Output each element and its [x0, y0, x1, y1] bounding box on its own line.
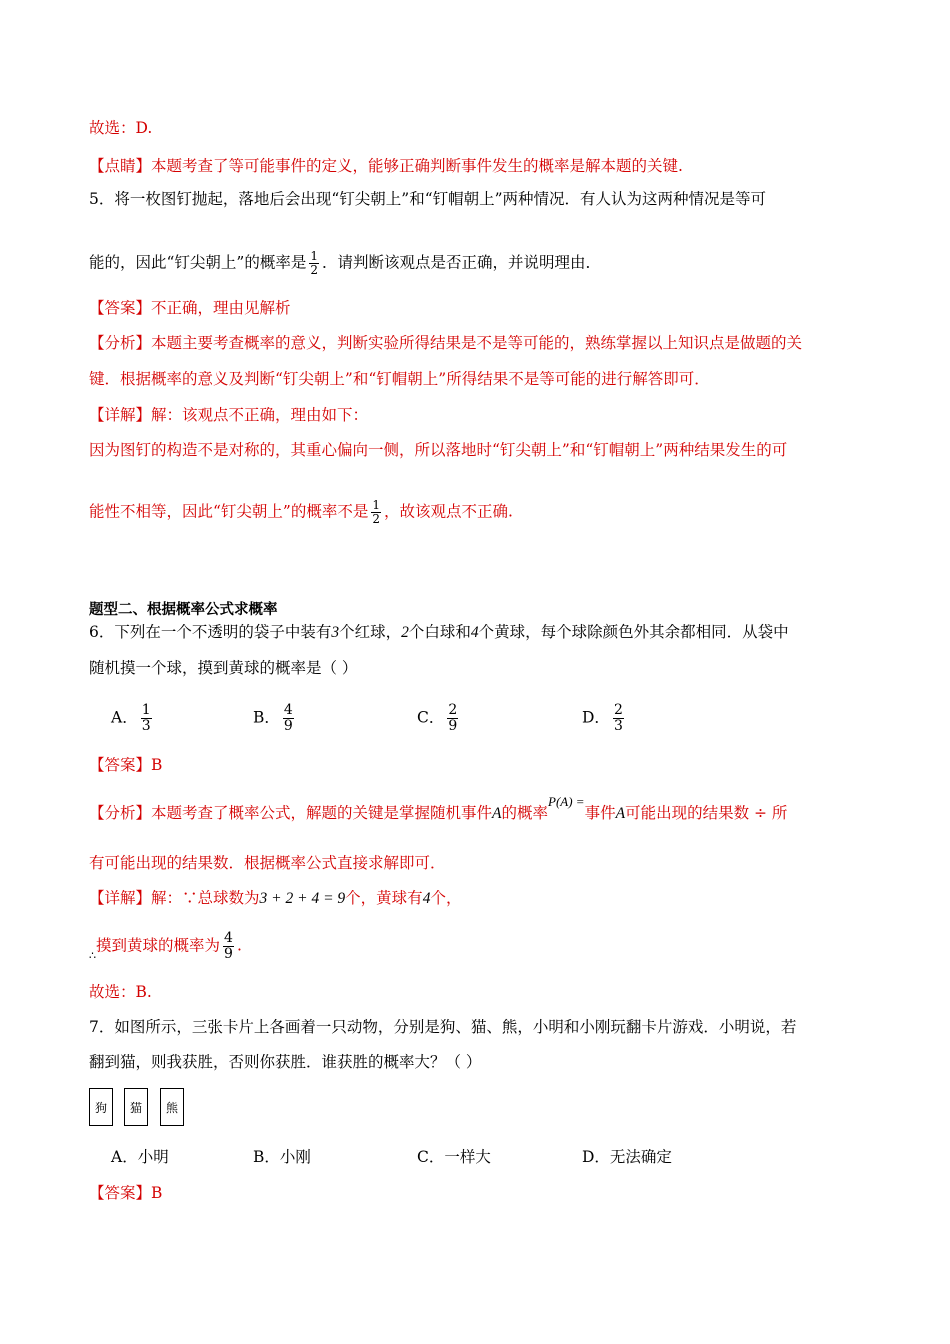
count-yellow: 4: [470, 624, 479, 641]
analysis-tag: 【分析】: [89, 334, 152, 352]
q5-line2: [89, 250, 601, 277]
fraction-numerator: 1: [372, 498, 380, 512]
option-fraction: [613, 703, 624, 734]
card-label: 熊: [165, 1100, 178, 1115]
probability-expression: P(A) =: [548, 794, 585, 809]
fraction-denominator: 3: [141, 718, 151, 734]
fraction-numerator: 2: [613, 702, 623, 718]
fraction-numerator: 4: [224, 930, 233, 946]
q6-detail-2: [89, 931, 242, 962]
section-title: 题型二、根据概率公式求概率: [89, 602, 278, 618]
q6-text-d: 个黄球，每个球除颜色外其余都相同．从袋中: [478, 623, 789, 641]
option-fraction: [141, 703, 152, 734]
detail-text: 摸到黄球的概率为: [96, 936, 221, 955]
fraction: [371, 499, 381, 526]
q5-line2-pre: 能的，因此“钉尖朝上”的概率是: [89, 253, 307, 272]
q4-comment: [89, 155, 683, 177]
q6-line1: [89, 621, 789, 644]
detail-tag: 【详解】: [89, 889, 152, 907]
analysis-text-c: 事件: [584, 804, 616, 822]
fraction-numerator: 4: [283, 702, 293, 718]
q6-text-b: 个红球，: [339, 623, 402, 641]
q6-detail-1: [89, 887, 461, 910]
q6-analysis-1: [89, 794, 788, 825]
card-dog: [89, 1088, 113, 1126]
q5-detail3-pre: 能性不相等，因此“钉尖朝上”的概率不是: [89, 502, 369, 521]
option-d[interactable]: D．无法确定: [582, 1148, 672, 1166]
option-a[interactable]: A．小明: [111, 1148, 169, 1166]
option-label: C．: [417, 708, 445, 727]
q4-choice: 故选：D.: [89, 119, 153, 137]
q7-line1: 7．如图所示，三张卡片上各画着一只动物，分别是狗、猫、熊，小明和小刚玩翻卡片游戏．小明说，若: [89, 1018, 797, 1036]
comment-tag: 【点睛】: [89, 157, 152, 175]
q6-line2: 随机摸一个球，摸到黄球的概率是（ ）: [89, 659, 358, 677]
q5-analysis-2: 键．根据概率的意义及判断“钉尖朝上”和“钉帽朝上”所得结果不是等可能的进行解答即可．: [89, 370, 710, 388]
q6-analysis-2: 有可能出现的结果数．根据概率公式直接求解即可．: [89, 854, 446, 872]
option-fraction: [447, 703, 458, 734]
q5-detail-1: [89, 404, 368, 426]
detail-text-b: 个，黄球有: [345, 889, 423, 907]
q7-answer: [89, 1182, 162, 1204]
card-cat: [124, 1088, 148, 1126]
detail-text-d: 个，: [430, 889, 462, 907]
q5-detail3-post: ，故该观点不正确.: [384, 502, 513, 521]
answer-text: 不正确，理由见解析: [151, 299, 291, 317]
fraction-numerator: 1: [141, 702, 151, 718]
event-variable: A: [615, 805, 626, 822]
q5-line1: 5．将一枚图钉抛起，落地后会出现“钉尖朝上”和“钉帽朝上”两种情况．有人认为这两种情况是等可: [89, 190, 767, 208]
comment-text: 本题考查了等可能事件的定义，能够正确判断事件发生的概率是解本题的关键.: [151, 157, 683, 175]
fraction-denominator: 2: [310, 263, 318, 277]
event-variable: A: [492, 805, 502, 822]
answer-tag: 【答案】: [89, 1184, 152, 1202]
card-label: 狗: [94, 1100, 107, 1115]
option-b[interactable]: [253, 703, 297, 734]
option-b[interactable]: B．小刚: [253, 1148, 311, 1166]
fraction-denominator: 9: [448, 718, 458, 734]
q5-analysis-1: [89, 332, 802, 354]
analysis-text-b: 的概率: [501, 804, 549, 822]
option-fraction: [283, 703, 294, 734]
option-a[interactable]: [111, 703, 155, 734]
q5-detail-3: [89, 499, 513, 526]
fraction-numerator: 1: [310, 249, 318, 263]
analysis-tag: 【分析】: [89, 804, 152, 822]
option-d[interactable]: [582, 703, 627, 734]
therefore-symbol: ∴: [89, 948, 96, 962]
answer-text: B: [151, 756, 163, 774]
q6-choice: 故选：B.: [89, 983, 152, 1001]
analysis-text: 本题主要考查概率的意义，判断实验所得结果是不是等可能的，熟练掌握以上知识点是做题的关: [151, 334, 803, 352]
detail-tag: 【详解】: [89, 406, 152, 424]
q6-text-a: 6．下列在一个不透明的袋子中装有: [89, 623, 332, 641]
fraction-numerator: 2: [448, 702, 458, 718]
answer-tag: 【答案】: [89, 299, 152, 317]
q7-line2: 翻到猫，则我获胜，否则你获胜．谁获胜的概率大？（ ）: [89, 1053, 482, 1071]
answer-tag: 【答案】: [89, 756, 152, 774]
q6-answer: [89, 754, 162, 776]
sum-expression: 3 + 2 + 4 = 9: [259, 890, 346, 907]
option-label: B．: [253, 708, 280, 727]
fraction-denominator: 9: [283, 718, 293, 734]
fraction-denominator: 3: [613, 718, 623, 734]
option-label: A．: [111, 708, 138, 727]
fraction-denominator: 9: [224, 946, 233, 962]
yellow-count: 4: [422, 890, 431, 907]
detail-text-a: 解：∵总球数为: [151, 889, 260, 907]
q5-answer: [89, 297, 291, 319]
answer-text: B: [151, 1184, 163, 1202]
detail-text: 解：该观点不正确，理由如下：: [151, 406, 369, 424]
count-white: 2: [401, 624, 409, 641]
q6-text-c: 个白球和: [408, 623, 471, 641]
fraction: [223, 931, 234, 962]
fraction-denominator: 2: [372, 512, 380, 526]
q5-line2-post: ．请判断该观点是否正确，并说明理由．: [322, 253, 602, 272]
analysis-text-d: 可能出现的结果数 ÷ 所: [625, 804, 788, 822]
analysis-text-a: 本题考查了概率公式，解题的关键是掌握随机事件: [151, 804, 493, 822]
card-bear: [160, 1088, 184, 1126]
q5-detail-2: 因为图钉的构造不是对称的，其重心偏向一侧，所以落地时“钉尖朝上”和“钉帽朝上”两种结果发生的可: [89, 441, 788, 459]
card-label: 猫: [129, 1100, 142, 1115]
detail-end: .: [236, 936, 242, 955]
fraction: [309, 250, 319, 277]
count-red: 3: [331, 624, 340, 641]
option-label: D．: [582, 708, 610, 727]
option-c[interactable]: C．一样大: [417, 1148, 491, 1166]
option-c[interactable]: [417, 703, 461, 734]
